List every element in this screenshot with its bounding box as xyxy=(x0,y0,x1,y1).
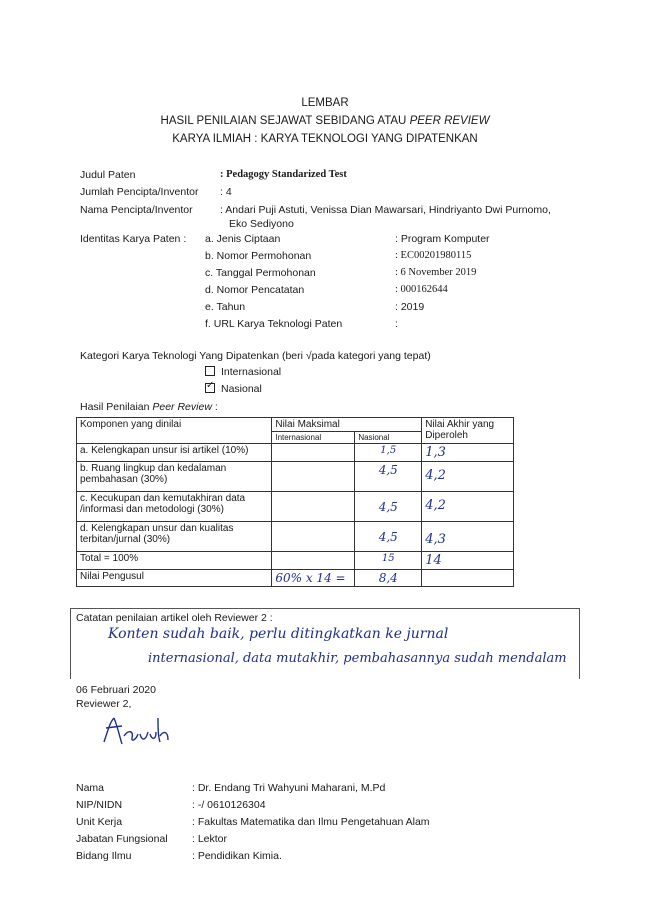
reviewer-field-label: NIP/NIDN xyxy=(76,799,123,811)
identitas-item-label: f. URL Karya Teknologi Paten xyxy=(205,318,343,330)
identitas-item-value: : 6 November 2019 xyxy=(395,267,477,278)
row-internasional xyxy=(272,492,355,522)
judul-value: : Pedagogy Standarized Test xyxy=(220,169,347,180)
doc-title-line1: LEMBAR xyxy=(301,97,349,109)
row-internasional xyxy=(272,444,355,462)
col-komponen-header: Komponen yang dinilai xyxy=(77,418,272,444)
catatan-line-1: Konten sudah baik, perlu ditingkatkan ke jurnal xyxy=(108,626,449,642)
kategori-option-internasional[interactable] xyxy=(205,366,281,378)
kategori-option-label: Internasional xyxy=(221,366,282,378)
reviewer-field-value: : Lektor xyxy=(192,833,228,845)
checkbox-nasional[interactable] xyxy=(205,383,215,393)
reviewer-field-label: Bidang Ilmu xyxy=(76,850,132,862)
col-maks-header: Nilai Maksimal xyxy=(272,418,422,432)
col-akhir-header: Nilai Akhir yang Diperoleh xyxy=(422,418,514,444)
reviewer-field-value: : -/ 0610126304 xyxy=(192,799,266,811)
kategori-label: Kategori Karya Teknologi Yang Dipatenkan (beri √pada kategori yang tepat) xyxy=(80,350,431,362)
row-komponen: b. Ruang lingkup dan kedalaman pembahasan (30%) xyxy=(77,462,272,492)
total-internasional xyxy=(272,552,355,570)
identitas-item-value: : xyxy=(395,318,398,330)
catatan-label: Catatan penilaian artikel oleh Reviewer 2 : xyxy=(76,612,273,624)
col-nasional-header: Nasional xyxy=(355,432,422,444)
identitas-item-label: d. Nomor Pencatatan xyxy=(205,284,305,296)
total-akhir: 14 xyxy=(422,552,514,570)
identitas-item-label: a. Jenis Ciptaan xyxy=(205,233,281,245)
row-internasional xyxy=(272,522,355,552)
reviewer-field-label: Jabatan Fungsional xyxy=(76,833,168,845)
nama-value-2: Eko Sediyono xyxy=(229,218,294,230)
hasil-label: Hasil Penilaian Peer Review : xyxy=(80,401,218,413)
jumlah-value: : 4 xyxy=(220,186,232,198)
row-nasional: 4,5 xyxy=(355,522,422,552)
row-komponen: c. Kecukupan dan kemutakhiran data /informasi dan metodologi (30%) xyxy=(77,492,272,522)
identitas-item-value: : 2019 xyxy=(395,301,425,313)
identitas-item-label: b. Nomor Permohonan xyxy=(205,250,312,262)
row-akhir: 4,2 xyxy=(422,462,514,492)
nama-label: Nama Pencipta/Inventor xyxy=(80,204,193,216)
pengusul-label: Nilai Pengusul xyxy=(77,570,272,587)
pengusul-calc: 60% x 14 = xyxy=(272,570,355,587)
identitas-item-value: : 000162644 xyxy=(395,284,448,295)
total-label: Total = 100% xyxy=(77,552,272,570)
row-akhir: 1,3 xyxy=(422,444,514,462)
row-nasional: 4,5 xyxy=(355,462,422,492)
row-nasional: 1,5 xyxy=(355,444,422,462)
score-table xyxy=(76,417,514,587)
sign-role: Reviewer 2, xyxy=(76,698,132,710)
identitas-item-label: c. Tanggal Permohonan xyxy=(205,267,316,279)
doc-title-line3: KARYA ILMIAH : KARYA TEKNOLOGI YANG DIPATENKAN xyxy=(172,133,478,145)
judul-label: Judul Paten xyxy=(80,169,136,181)
reviewer-field-label: Unit Kerja xyxy=(76,816,123,828)
signature-mark xyxy=(96,712,176,752)
reviewer-field-label: Nama xyxy=(76,782,105,794)
row-komponen: a. Kelengkapan unsur isi artikel (10%) xyxy=(77,444,272,462)
total-nasional: 15 xyxy=(355,552,422,570)
row-komponen: d. Kelengkapan unsur dan kualitas terbitan/jurnal (30%) xyxy=(77,522,272,552)
kategori-option-label: Nasional xyxy=(221,383,262,395)
row-internasional xyxy=(272,462,355,492)
pengusul-value: 8,4 xyxy=(355,570,422,587)
identitas-item-value: : EC00201980115 xyxy=(395,250,472,261)
row-akhir: 4,2 xyxy=(422,492,514,522)
catatan-line-2: internasional, data mutakhir, pembahasannya sudah mendalam xyxy=(148,651,567,666)
identitas-item-value: : Program Komputer xyxy=(395,233,490,245)
checkbox-internasional[interactable] xyxy=(205,366,215,376)
sign-date: 06 Februari 2020 xyxy=(76,684,156,696)
col-internasional-header: Internasional xyxy=(272,432,355,444)
identitas-label: Identitas Karya Paten : xyxy=(80,233,187,245)
reviewer-field-value: : Pendidikan Kimia. xyxy=(192,850,282,862)
reviewer-field-value: : Dr. Endang Tri Wahyuni Maharani, M.Pd xyxy=(192,782,386,794)
identitas-item-label: e. Tahun xyxy=(205,301,246,313)
row-nasional: 4,5 xyxy=(355,492,422,522)
row-akhir: 4,3 xyxy=(422,522,514,552)
reviewer-field-value: : Fakultas Matematika dan Ilmu Pengetahuan Alam xyxy=(192,816,430,828)
doc-title-line2: HASIL PENILAIAN SEJAWAT SEBIDANG ATAU PEER REVIEW xyxy=(160,115,490,127)
nama-value-1: : Andari Puji Astuti, Venissa Dian Mawarsari, Hindriyanto Dwi Purnomo, xyxy=(220,204,551,216)
kategori-option-nasional[interactable] xyxy=(205,383,262,395)
jumlah-label: Jumlah Pencipta/Inventor xyxy=(80,186,199,198)
pengusul-akhir xyxy=(422,570,514,587)
